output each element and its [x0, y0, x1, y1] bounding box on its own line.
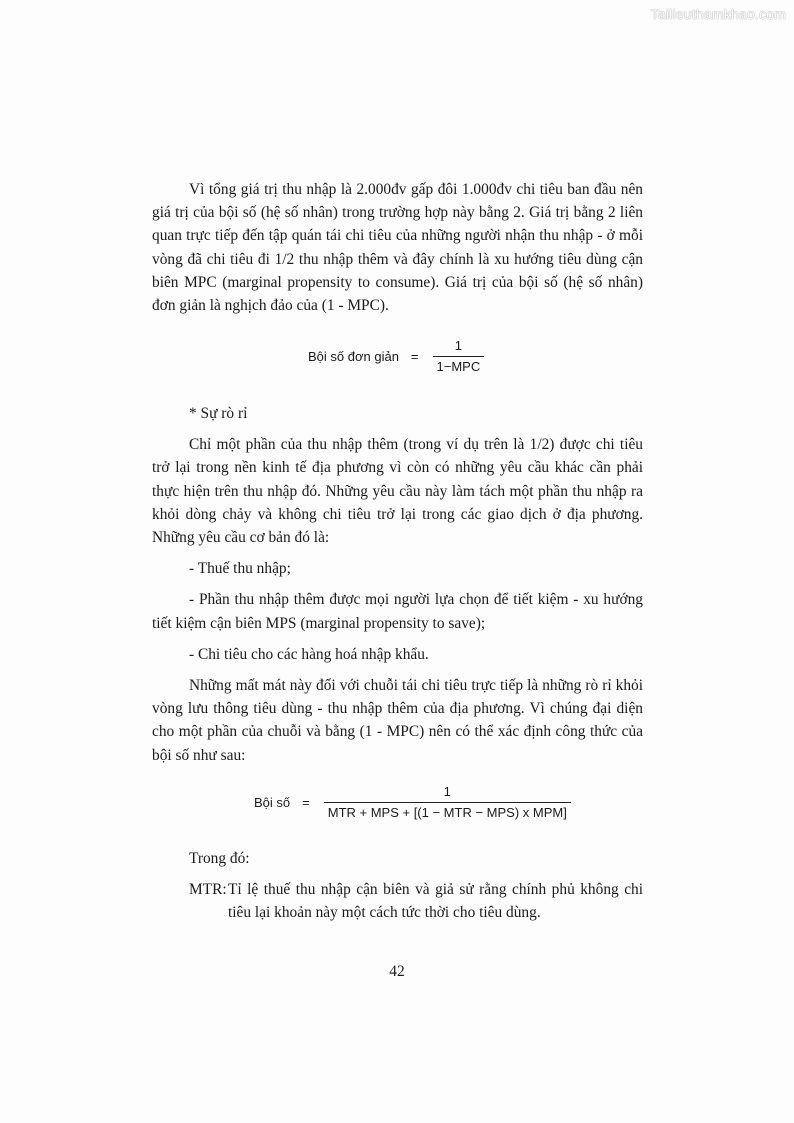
- formula-lhs: Bội số đơn giản: [308, 349, 399, 364]
- paragraph-multiplier-intro: Vì tổng giá trị thu nhập là 2.000đv gấp đôi 1.000đv chi tiêu ban đầu nên giá trị của bội số (hệ số nhân) trong trường hợp này bằng 2. Giá trị bằng 2 liên quan trực tiếp đến tập quán tái chi tiêu của những người nhận thu nhập - ở mỗi vòng đã chi tiêu đi 1/2 thu nhập thêm và đây chính là xu hướng tiêu dùng cận biên MPC (marginal propensity to consume). Giá trị của bội số (hệ số nhân) đơn giản là nghịch đảo của (1 - MPC).: [152, 181, 643, 315]
- paragraph-leakage: Chỉ một phần của thu nhập thêm (trong ví dụ trên là 1/2) được chi tiêu trở lại trong nền kinh tế địa phương vì còn có những yêu cầu khác cần phải thực hiện trên thu nhập đó. Những yêu cầu này làm tách một phần thu nhập ra khỏi dòng chảy và không chi tiêu trở lại trong các giao dịch ở địa phương. Những yêu cầu cơ bản đó là:: [152, 436, 643, 547]
- leakage-section: [152, 402, 643, 767]
- formula-operator: =: [410, 349, 419, 364]
- paragraph-multiplier-formula-intro: Những mất mát này đối với chuỗi tái chi tiêu trực tiếp là những rò rỉ khỏi vòng lưu thông tiêu dùng - thu nhập thêm của địa phương. Vì chúng đại diện cho một phần của chuỗi và bằng (1 - MPC) nên có thể xác định công thức của bội số như sau:: [152, 677, 643, 764]
- definitions-section: [152, 847, 643, 925]
- watermark: Tailieuthamkhao.com: [650, 6, 786, 22]
- where-label: Trong đó:: [189, 850, 250, 867]
- formula-denominator: MTR + MPS + [(1 − MTR − MPS) x MPM]: [327, 805, 567, 820]
- formula-operator: =: [302, 795, 310, 810]
- formula-simple-multiplier: [308, 338, 484, 375]
- formula-multiplier: [254, 784, 571, 821]
- formula-numerator: 1: [443, 784, 451, 799]
- formula-fraction: [433, 338, 485, 375]
- list-item-imports: - Chi tiêu cho các hàng hoá nhập khẩu.: [189, 645, 429, 663]
- page-number: 42: [389, 963, 405, 980]
- page-body: [152, 178, 643, 317]
- formula-denominator: 1−MPC: [436, 359, 481, 374]
- list-item-income-tax: - Thuế thu nhập;: [189, 560, 291, 578]
- list-item-savings: - Phần thu nhập thêm được mọi người lựa chọn để tiết kiệm - xu hướng tiết kiệm cận biên MPS (marginal propensity to save);: [152, 591, 643, 632]
- definition-term: MTR:: [189, 881, 227, 899]
- formula-numerator: 1: [454, 338, 462, 353]
- definition-mtr: [189, 878, 643, 924]
- definition-text: Tỉ lệ thuế thu nhập cận biên và giả sử rằng chính phủ không chi tiêu lại khoản này một cách tức thời cho tiêu dùng.: [228, 881, 643, 922]
- formula-fraction: [324, 784, 571, 821]
- section-heading-leakage: * Sự rò rỉ: [189, 405, 248, 422]
- formula-lhs: Bội số: [254, 795, 291, 810]
